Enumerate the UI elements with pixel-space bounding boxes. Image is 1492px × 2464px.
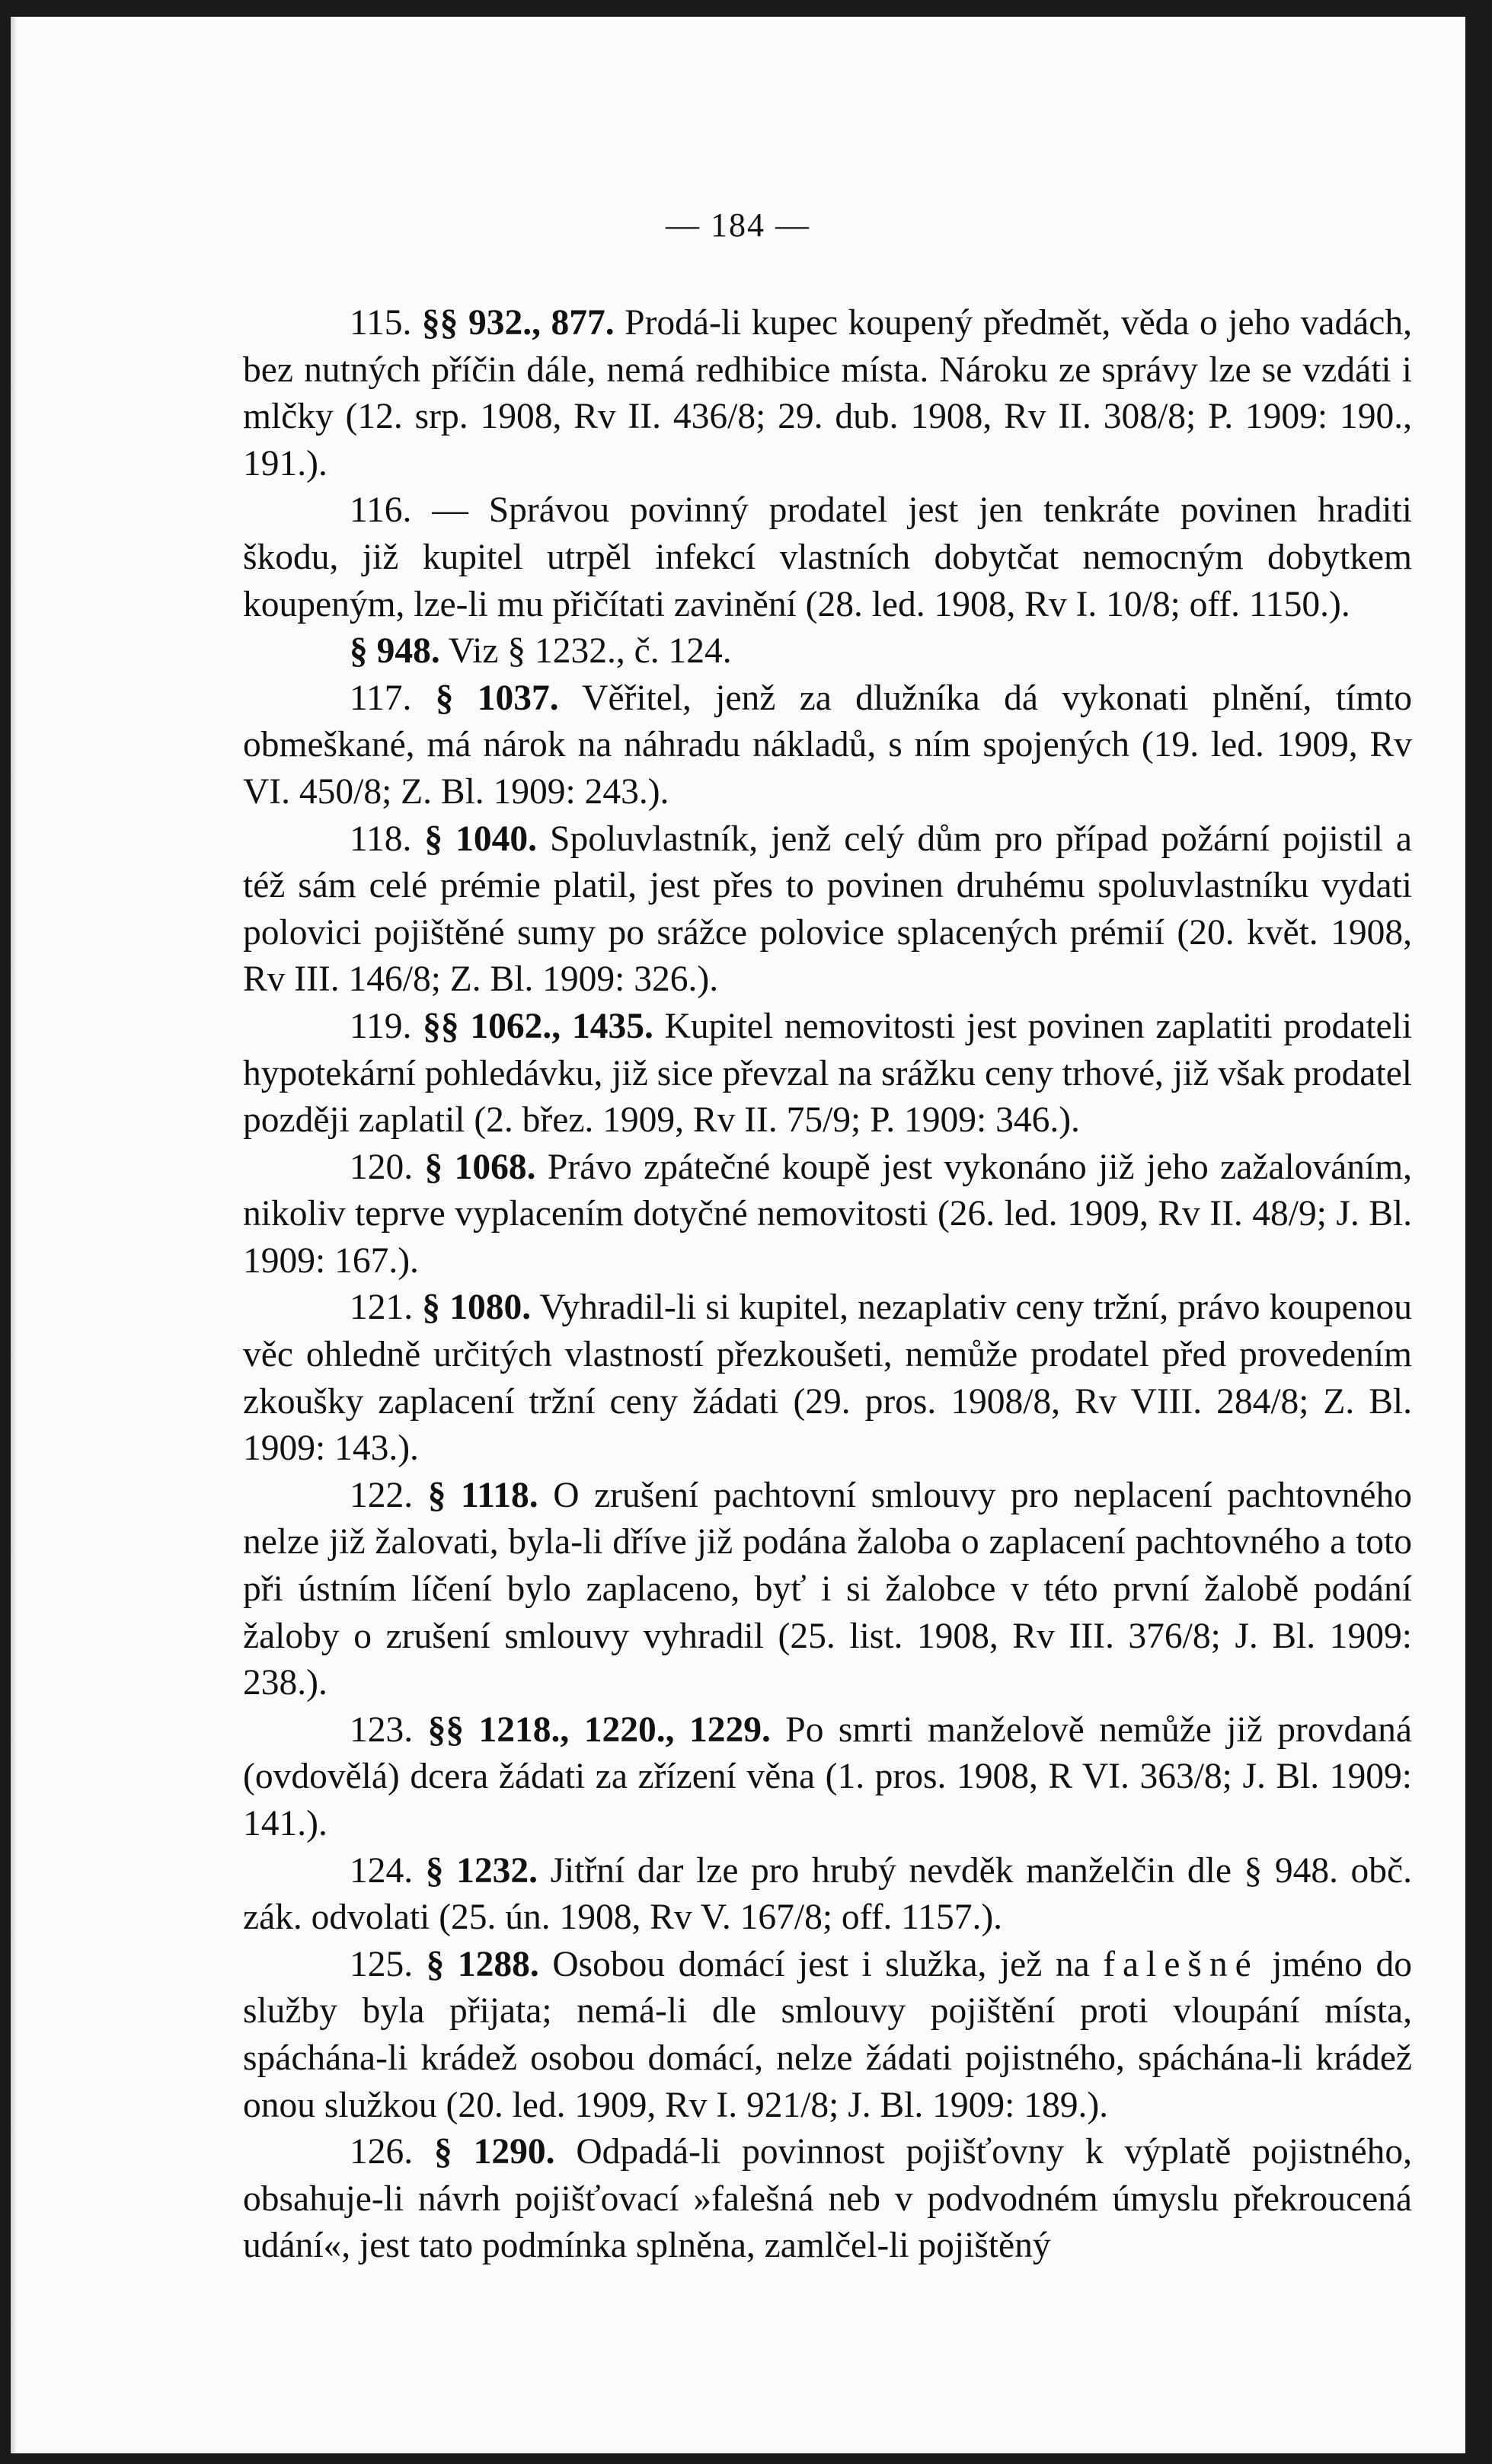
entry-text: Viz § 1232., č. 124. bbox=[439, 631, 732, 672]
entry-121 bbox=[243, 1285, 1412, 1472]
entry-text: Právo zpátečné koupě jest vykonáno již jeho zažalováním, nikoliv teprve vyplacením dotyčné nemovitosti (26. led. 1909, Rv II. 48/9; J. Bl. 1909: 167.). bbox=[243, 1147, 1413, 1281]
entry-number: 118. bbox=[350, 819, 412, 859]
entry-125 bbox=[243, 1942, 1412, 2129]
entry-948 bbox=[243, 628, 1412, 675]
entry-number: 115. bbox=[350, 303, 412, 343]
page-number: — 184 — bbox=[666, 206, 810, 244]
entry-119 bbox=[243, 1004, 1412, 1144]
entry-126 bbox=[243, 2129, 1412, 2270]
entry-number: 125. bbox=[350, 1944, 414, 1984]
entry-text: Vyhradil-li si kupitel, nezaplativ ceny tržní, právo koupenou věc ohledně určitých vlastností přezkoušeti, nemůže prodatel před provedením zkoušky zaplacení tržní ceny žádati (29. pros. 1908/8, Rv VIII. 284/8; Z. Bl. 1909: 143.). bbox=[243, 1288, 1413, 1469]
entry-124 bbox=[243, 1848, 1412, 1942]
entry-number: 126. bbox=[350, 2132, 414, 2172]
entry-number: 121. bbox=[350, 1288, 414, 1328]
entry-number: 123. bbox=[350, 1709, 414, 1750]
entry-number: 122. bbox=[350, 1475, 414, 1515]
entry-text: O zrušení pachtovní smlouvy pro neplacení pachtovného nelze již žalovati, byla-li dříve již podána žaloba o zaplacení pachtovného a toto při ústním líčení bylo zaplaceno, byť i si žalobce v této první žalobě podání žaloby o zrušení smlouvy vyhradil (25. list. 1908, Rv III. 376/8; J. Bl. 1909: 238.). bbox=[243, 1475, 1413, 1703]
book-page bbox=[11, 17, 1465, 2453]
entry-123 bbox=[243, 1707, 1412, 1848]
entry-116 bbox=[243, 487, 1412, 628]
law-reference: §§ 1218., 1220., 1229. bbox=[427, 1709, 771, 1750]
entry-text: Kupitel nemovitosti jest povinen zaplatiti prodateli hypotekární pohledávku, již sice převzal na srážku ceny trhové, již však prodatel později zaplatil (2. břez. 1909, Rv II. 75/9; P. 1909: 346.). bbox=[243, 1006, 1413, 1141]
entry-text: Prodá-li kupec koupený předmět, věda o jeho vadách, bez nutných příčin dále, nemá redhibice místa. Nároku ze správy lze se vzdáti i mlčky (12. srp. 1908, Rv II. 436/8; 29. dub. 1908, Rv II. 308/8; P. 1909: 190., 191.). bbox=[243, 303, 1413, 484]
law-reference: §§ 1062., 1435. bbox=[423, 1006, 653, 1046]
entry-text: Odpadá-li povinnost pojišťovny k výplatě pojistného, obsahuje-li návrh pojišťovací »falešná neb v podvodném úmyslu překroucená udání«, jest tato podmínka splněna, zamlčel-li pojištěný bbox=[243, 2132, 1413, 2266]
entry-115 bbox=[243, 300, 1412, 487]
page-body bbox=[243, 300, 1412, 2270]
entry-text: — Správou povinný prodatel jest jen tenkráte povinen hraditi škodu, již kupitel utrpěl infekcí vlastních dobytčat nemocným dobytkem koupeným, lze-li mu přičítati zavinění (28. led. 1908, Rv I. 10/8; off. 1150.). bbox=[243, 490, 1412, 624]
entry-118 bbox=[243, 816, 1412, 1004]
law-reference: § 1040. bbox=[424, 819, 538, 859]
entry-text: Věřitel, jenž za dlužníka dá vykonati plnění, tímto obmeškané, má nárok na náhradu nákladů, s ním spojených (19. led. 1909, Rv VI. 450/8; Z. Bl. 1909: 243.). bbox=[243, 678, 1413, 812]
entry-number: 116. bbox=[350, 490, 412, 531]
law-reference: § 1290. bbox=[434, 2132, 555, 2172]
entry-text: Po smrti manželově nemůže již provdaná (ovdovělá) dcera žádati za zřízení věna (1. pros. 1908, R VI. 363/8; J. Bl. 1909: 141.). bbox=[243, 1709, 1413, 1843]
entry-number: 124. bbox=[350, 1850, 414, 1891]
entry-number: 117. bbox=[350, 678, 412, 718]
entry-number: 119. bbox=[350, 1006, 412, 1046]
law-reference: § 1232. bbox=[425, 1850, 538, 1891]
entry-text: Spoluvlastník, jenž celý dům pro případ požární pojistil a též sám celé prémie platil, jest přes to povinen druhému spoluvlastníku vydati polovici pojištěné sumy po srážce polovice splacených prémií (20. květ. 1908, Rv III. 146/8; Z. Bl. 1909: 326.). bbox=[243, 819, 1413, 1000]
entry-122 bbox=[243, 1473, 1412, 1707]
entry-text: Osobou domácí jest i služka, jež na bbox=[538, 1944, 1104, 1984]
entry-120 bbox=[243, 1144, 1412, 1285]
law-reference: § 1288. bbox=[426, 1944, 539, 1984]
law-reference: § 1068. bbox=[424, 1147, 536, 1187]
law-reference: § 1080. bbox=[422, 1288, 532, 1328]
law-reference: § 1037. bbox=[435, 678, 559, 718]
spaced-emphasis: falešné bbox=[1103, 1944, 1259, 1984]
law-reference: § 1118. bbox=[427, 1475, 538, 1515]
law-reference: § 948. bbox=[350, 631, 440, 672]
entry-text: Jitřní dar lze pro hrubý nevděk manželčin dle § 948. obč. zák. odvolati (25. ún. 1908, Rv V. 167/8; off. 1157.). bbox=[243, 1850, 1413, 1938]
entry-117 bbox=[243, 675, 1412, 816]
entry-text: jméno do služby byla přijata; nemá-li dle smlouvy pojištění proti vloupání místa, spáchána-li krádež osobou domácí, nelze žádati pojistného, spáchána-li krádež onou služkou (20. led. 1909, Rv I. 921/8; J. Bl. 1909: 189.). bbox=[243, 1944, 1413, 2125]
law-reference: §§ 932., 877. bbox=[421, 303, 615, 343]
entry-number: 120. bbox=[350, 1147, 414, 1187]
